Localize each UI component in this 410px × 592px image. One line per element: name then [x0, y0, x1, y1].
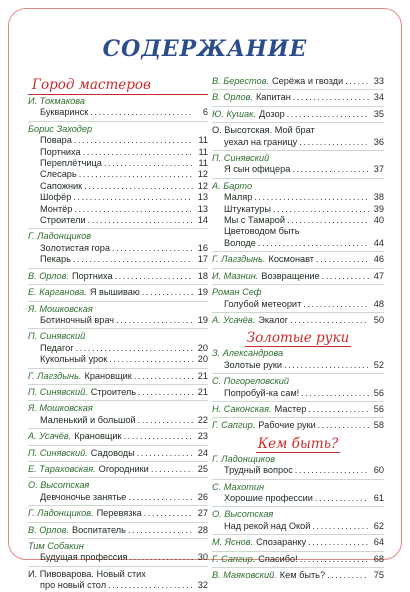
leader-dots: [308, 404, 369, 415]
divider: [28, 566, 208, 567]
section-heading-text: Золотые руки: [246, 330, 350, 347]
entry-title: Я вышиваю: [89, 287, 140, 298]
leader-dots: [79, 169, 193, 180]
section-heading-text: Кем быть?: [257, 435, 339, 452]
divider: [28, 428, 208, 429]
entry-title: Золотые руки: [224, 359, 283, 370]
toc-entry[interactable]: [212, 388, 384, 399]
divider: [28, 445, 208, 446]
entry-author: Н. Саконская.: [212, 403, 272, 414]
entry-title: Воспитатель: [71, 524, 126, 535]
entry-author: Ю. Кушак.: [212, 108, 257, 119]
leader-dots: [83, 147, 193, 158]
author-name: С. Погореловский: [212, 376, 289, 387]
page-number: 11: [198, 146, 208, 157]
divider: [28, 400, 208, 401]
entry-title: Космонавт: [268, 254, 315, 265]
page-number: 21: [197, 386, 208, 397]
entry-title: Я сын офицера: [224, 164, 291, 175]
page-number: 64: [373, 537, 384, 548]
entry-title: Шофёр: [40, 192, 72, 203]
page-number: 33: [373, 76, 384, 86]
page-number: 39: [373, 203, 384, 214]
entry-title: Садоводы: [90, 447, 135, 458]
author-name: П. Синявский: [212, 153, 270, 164]
page-number: 27: [197, 508, 208, 519]
entry-author: В. Орлов.: [28, 524, 69, 535]
divider: [212, 89, 384, 90]
toc-entry[interactable]: [28, 343, 208, 354]
toc-entry[interactable]: [28, 387, 208, 398]
author-name: П. Синявский: [28, 331, 86, 342]
divider: [28, 461, 208, 462]
page-number: 36: [373, 136, 384, 147]
page-number: 20: [197, 342, 208, 353]
toc-entry[interactable]: [212, 192, 384, 203]
leader-dots: [300, 554, 369, 565]
entry-title: Над рекой над Окой: [224, 520, 311, 531]
author-name: Тим Собакин: [28, 541, 84, 551]
entry-title: Мастер: [274, 403, 307, 414]
entry-title: Строители: [40, 215, 86, 226]
section-heading: Город мастеров: [28, 76, 208, 95]
author-name: С. Махотин: [212, 481, 265, 492]
leader-dots: [109, 354, 193, 365]
entry-title: Маленький и большой: [40, 414, 136, 425]
entry-author: А. Усачёв.: [28, 431, 72, 442]
divider: [212, 506, 384, 507]
entry-title: Строитель: [90, 386, 137, 397]
toc-entry[interactable]: [28, 525, 208, 536]
toc-entry[interactable]: [28, 181, 208, 192]
page-number: 25: [197, 463, 208, 474]
page-number: 12: [197, 180, 208, 191]
divider: [212, 150, 384, 151]
toc-entry[interactable]: [212, 109, 384, 120]
author-name: Г. Ладонщиков: [28, 231, 92, 242]
toc-entry[interactable]: [28, 580, 208, 591]
toc-entry: [212, 125, 384, 136]
entry-author: П. Синявский.: [28, 386, 88, 397]
entry-title: Слесарь: [40, 169, 77, 180]
toc-entry[interactable]: [28, 464, 208, 475]
page-number: 17: [197, 254, 208, 265]
entry-title: Кем быть?: [279, 570, 326, 580]
leader-dots: [73, 254, 193, 265]
toc-entry[interactable]: [28, 147, 208, 158]
toc-entry[interactable]: [28, 448, 208, 459]
entry-author: И. Пивоварова.: [28, 568, 94, 579]
divider: [28, 268, 208, 269]
divider: [28, 505, 208, 506]
leader-dots: [293, 92, 369, 103]
leader-dots: [90, 107, 193, 118]
divider: [212, 373, 384, 374]
entry-title: Голубой метеорит: [224, 298, 302, 309]
section-heading: [212, 435, 384, 453]
page-number: 44: [373, 237, 384, 248]
page-number: 23: [197, 431, 208, 442]
page-number: 16: [197, 242, 208, 253]
entry-title: Попробуй-ка сам!: [224, 387, 300, 398]
entry-title: Будущая профессия: [40, 552, 128, 563]
leader-dots: [76, 343, 193, 354]
page-number: 75: [373, 570, 384, 580]
toc-entry[interactable]: [28, 192, 208, 203]
entry-title: Педагог: [40, 342, 74, 353]
entry-title: Мой брат: [272, 125, 315, 136]
leader-dots: [128, 525, 193, 536]
page-number: 19: [197, 314, 208, 325]
entry-title: Мы с Тамарой: [224, 215, 286, 226]
divider: [28, 384, 208, 385]
entry-title: Портниха: [40, 146, 81, 157]
toc-entry[interactable]: [28, 287, 208, 298]
leader-dots: [84, 181, 193, 192]
leader-dots: [88, 215, 193, 226]
divider: [212, 251, 384, 252]
leader-dots: [128, 492, 193, 503]
entry-title: Возвращение: [261, 270, 320, 281]
entry-title: Новый стих: [93, 568, 146, 579]
leader-dots: [315, 493, 369, 504]
leader-dots: [116, 315, 193, 326]
leader-dots: [137, 448, 193, 459]
leader-dots: [287, 109, 369, 120]
leader-dots: [74, 204, 193, 215]
divider: [28, 328, 208, 329]
entry-title: Хорошие профессии: [224, 492, 313, 503]
toc-entry[interactable]: [212, 493, 384, 504]
page-number: 22: [197, 414, 208, 425]
entry-title: Капитан: [255, 92, 291, 103]
divider: [212, 401, 384, 402]
page-number: 30: [197, 552, 208, 563]
divider: [28, 368, 208, 369]
page-number: 38: [373, 192, 384, 203]
toc-entry[interactable]: [212, 76, 384, 87]
entry-title: Пекарь: [40, 254, 71, 265]
toc-entry[interactable]: [212, 137, 384, 148]
entry-author: В. Берестов.: [212, 76, 270, 86]
author-name: З. Александрова: [212, 348, 284, 359]
leader-dots: [144, 508, 193, 519]
entry-title: Серёжа и гвозди: [272, 76, 344, 86]
page-number: 47: [373, 270, 384, 281]
divider: [212, 417, 384, 418]
leader-dots: [151, 464, 193, 475]
entry-title: Золотистая гора: [40, 242, 110, 253]
toc-entry[interactable]: [28, 135, 208, 146]
entry-title: Дозор: [259, 108, 285, 119]
section-heading: [212, 329, 384, 347]
toc-entry[interactable]: [28, 107, 208, 118]
leader-dots: [108, 580, 193, 591]
entry-title: Девчоночье занятье: [40, 491, 127, 502]
toc-entry[interactable]: [28, 215, 208, 226]
page-title: СОДЕРЖАНИЕ: [102, 36, 308, 62]
author-name: Я. Мошковская: [28, 403, 93, 414]
entry-author: О. Высотская.: [212, 125, 273, 136]
entry-author: Г. Сапгир.: [212, 420, 256, 431]
entry-title: Спасибо!: [258, 553, 298, 564]
page-number: 32: [197, 580, 208, 591]
toc-entry[interactable]: [212, 404, 384, 415]
page-number: 40: [373, 215, 384, 226]
leader-dots: [74, 135, 193, 146]
leader-dots: [290, 315, 369, 326]
divider: [212, 106, 384, 107]
toc-entry[interactable]: [212, 92, 384, 103]
author-name: О. Высотская: [212, 509, 274, 520]
leader-dots: [124, 431, 193, 442]
toc-entry[interactable]: [28, 158, 208, 169]
author-name: Я. Мошковская: [28, 303, 93, 314]
leader-dots: [284, 360, 369, 371]
entry-title: Перевязка: [96, 508, 142, 519]
entry-author: Е. Карганова.: [28, 287, 87, 298]
divider: [212, 479, 384, 480]
toc-entry[interactable]: [212, 554, 384, 565]
page-number: 19: [197, 287, 208, 298]
divider: [28, 477, 208, 478]
toc-entry[interactable]: [212, 315, 384, 326]
leader-dots: [142, 287, 193, 298]
leader-dots: [301, 388, 369, 399]
entry-title: Ботиночный врач: [40, 314, 115, 325]
entry-title: Букваринск: [40, 107, 89, 118]
leader-dots: [134, 371, 193, 382]
entry-title: уехал на границу: [224, 136, 298, 147]
entry-title: Сапожник: [40, 180, 83, 191]
leader-dots: [327, 570, 369, 581]
toc-entry[interactable]: [28, 552, 208, 563]
entry-title: про новый стол: [40, 580, 107, 591]
entry-author: И. Мазнин.: [212, 270, 259, 281]
toc-entry[interactable]: [28, 169, 208, 180]
toc-entry[interactable]: [212, 360, 384, 371]
page-number: 48: [373, 298, 384, 309]
leader-dots: [318, 420, 369, 431]
entry-title: Монтёр: [40, 203, 73, 214]
toc-entry[interactable]: [28, 354, 208, 365]
page-number: 62: [373, 520, 384, 531]
entry-title: Крановщик: [74, 431, 122, 442]
divider: [28, 121, 208, 122]
author-name: Г. Ладонщиков: [212, 453, 276, 464]
divider: [212, 178, 384, 179]
right-column: [212, 76, 384, 581]
toc-entry: [28, 569, 208, 580]
author-name: А. Барто: [212, 180, 253, 191]
toc-entry[interactable]: [212, 570, 384, 581]
divider: [212, 284, 384, 285]
leader-dots: [73, 192, 193, 203]
leader-dots: [138, 415, 193, 426]
page-number: 11: [198, 135, 208, 146]
entry-author: Г. Лагздынь.: [28, 370, 82, 381]
toc-entry[interactable]: [212, 215, 384, 226]
toc-entry[interactable]: [28, 371, 208, 382]
page-number: 35: [373, 108, 384, 119]
entry-author: М. Яснов.: [212, 537, 254, 548]
toc-entry[interactable]: [28, 315, 208, 326]
divider: [28, 284, 208, 285]
entry-title: Крановщик: [84, 370, 132, 381]
page-number: 14: [197, 215, 208, 226]
leader-dots: [303, 299, 369, 310]
page-number: 13: [197, 203, 208, 214]
divider: [212, 268, 384, 269]
page-number: 58: [373, 420, 384, 431]
leader-dots: [129, 552, 193, 563]
leader-dots: [287, 215, 369, 226]
leader-dots: [254, 192, 369, 203]
toc-entry[interactable]: [212, 164, 384, 175]
page-number: 61: [373, 492, 384, 503]
leader-dots: [112, 243, 193, 254]
page-number: 52: [373, 359, 384, 370]
leader-dots: [322, 271, 369, 282]
leader-dots: [312, 521, 369, 532]
page-number: 21: [197, 370, 208, 381]
leader-dots: [345, 76, 369, 87]
divider: [28, 301, 208, 302]
entry-author: Г. Ладонщиков.: [28, 508, 94, 519]
page-number: 11: [198, 158, 208, 169]
entry-title: Спозаранку: [256, 537, 307, 548]
toc-entry[interactable]: [28, 508, 208, 519]
toc-entry[interactable]: [212, 420, 384, 431]
page-number: 68: [373, 553, 384, 564]
toc-entry[interactable]: [28, 431, 208, 442]
toc-entry[interactable]: [28, 204, 208, 215]
toc-entry[interactable]: [28, 415, 208, 426]
page-number: 56: [373, 403, 384, 414]
leader-dots: [299, 137, 369, 148]
entry-title: Трудный вопрос: [224, 465, 293, 476]
toc-entry[interactable]: [212, 465, 384, 476]
page-number: 20: [197, 354, 208, 365]
entry-title: Цветоводом быть: [224, 226, 300, 237]
toc-entry[interactable]: [28, 492, 208, 503]
leader-dots: [258, 238, 369, 249]
toc-entry[interactable]: [212, 226, 384, 237]
page-number: 34: [373, 92, 384, 103]
entry-author: В. Орлов.: [28, 270, 69, 281]
entry-author: П. Синявский.: [28, 447, 88, 458]
page-number: 24: [197, 447, 208, 458]
entry-author: Г. Сапгир.: [212, 553, 256, 564]
page-number: 37: [373, 164, 384, 175]
author-name: Роман Сеф: [212, 287, 262, 298]
page-number: 60: [373, 465, 384, 476]
toc-entry[interactable]: [212, 537, 384, 548]
entry-title: Штукатуры: [224, 203, 271, 214]
page-number: 46: [373, 254, 384, 265]
page-number: 56: [373, 387, 384, 398]
page-number: 28: [197, 524, 208, 535]
page-number: 12: [197, 169, 208, 180]
page-number: 6: [202, 107, 208, 118]
entry-title: Володе: [224, 237, 256, 248]
divider: [212, 122, 384, 123]
divider: [212, 312, 384, 313]
entry-title: Огородники: [98, 463, 149, 474]
entry-title: Экалог: [258, 314, 289, 325]
entry-title: Портниха: [71, 270, 113, 281]
leader-dots: [273, 204, 369, 215]
page-number: 50: [373, 314, 384, 325]
divider: [212, 551, 384, 552]
toc-entry[interactable]: [212, 299, 384, 310]
leader-dots: [104, 158, 193, 169]
author-name: И. Токмакова: [28, 96, 85, 106]
entry-author: В. Орлов.: [212, 92, 253, 103]
leader-dots: [292, 164, 369, 175]
divider: [28, 538, 208, 539]
page-number: 18: [197, 270, 208, 281]
leader-dots: [115, 271, 193, 282]
left-column: [28, 76, 208, 592]
entry-title: Рабочие руки: [258, 420, 316, 431]
leader-dots: [308, 537, 369, 548]
toc-entry[interactable]: [212, 204, 384, 215]
entry-author: Е. Тараховская.: [28, 463, 96, 474]
entry-author: Г. Лагздынь.: [212, 254, 266, 265]
author-name: Борис Заходер: [28, 123, 93, 134]
toc-entry[interactable]: [212, 521, 384, 532]
divider: [28, 522, 208, 523]
entry-title: Переплётчица: [40, 158, 102, 169]
entry-title: Маляр: [224, 192, 253, 203]
author-name: О. Высотская: [28, 480, 90, 491]
toc-entry[interactable]: [28, 243, 208, 254]
leader-dots: [316, 254, 369, 265]
divider: [28, 228, 208, 229]
toc-entry[interactable]: [28, 254, 208, 265]
toc-entry[interactable]: [212, 254, 384, 265]
entry-author: А. Усачёв.: [212, 314, 256, 325]
entry-author: В. Маяковский.: [212, 570, 277, 580]
leader-dots: [138, 387, 193, 398]
page-number: 26: [197, 491, 208, 502]
divider: [212, 534, 384, 535]
entry-title: Кукольный урок: [40, 354, 108, 365]
toc-entry[interactable]: [212, 271, 384, 282]
page-number: 13: [197, 192, 208, 203]
entry-title: Повара: [40, 135, 72, 146]
toc-entry[interactable]: [212, 238, 384, 249]
leader-dots: [295, 465, 369, 476]
toc-entry[interactable]: [28, 271, 208, 282]
